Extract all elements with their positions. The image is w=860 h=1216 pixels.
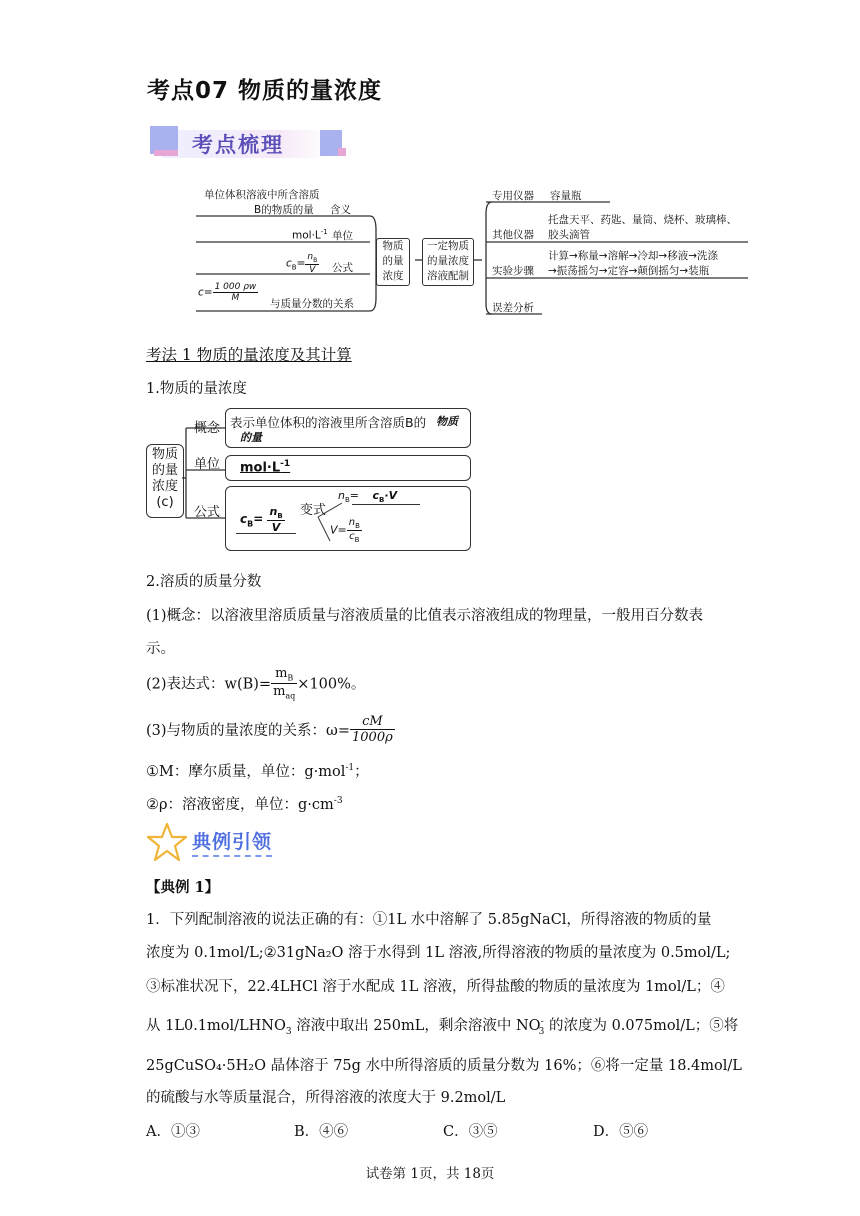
unit-text: $mol\cdot L^{-1}$ — [240, 459, 291, 476]
concept-text: 表示单位体积的溶液里所含溶质B的 — [230, 415, 427, 430]
mm-r2-tag: 其他仪器 — [492, 229, 534, 241]
mm-r3-tag: 实验步骤 — [492, 265, 534, 277]
page-title: 考点07 物质的量浓度 — [147, 78, 383, 104]
mm-r2-val1: 托盘天平、药匙、量筒、烧杯、玻璃棒、 — [548, 214, 737, 226]
s2-title: 2.溶质的质量分数 — [146, 574, 262, 590]
mm-def-line2: B的物质的量 — [254, 204, 314, 216]
question-line1: 1．下列配制溶液的说法正确的有：①1L 水中溶解了 5.85gNaCl，所得溶液的物质的量 — [146, 912, 712, 928]
concept-bold1: 物质 — [436, 415, 458, 428]
diagram2-formula-tag: 公式 — [194, 505, 221, 520]
unit-box — [225, 455, 471, 481]
transform1: $n_B= c_B\cdot V$ — [338, 489, 398, 505]
question-line3: ③标准状况下，22.4LHCl 溶于水配成 1L 溶液，所得盐酸的物质的量浓度为 1mol/L；④ — [146, 979, 725, 995]
option-b[interactable]: B．④⑥ — [294, 1124, 349, 1140]
mm-r4-tag: 误差分析 — [492, 302, 534, 314]
diagram2-unit-tag: 单位 — [194, 457, 221, 472]
mm-unit: $mol\cdot L^{-1}$ — [292, 228, 328, 242]
mm-formula-tag: 公式 — [332, 262, 353, 274]
transform2: V= $\frac{n_B}{c_B}$ — [330, 517, 360, 544]
option-a[interactable]: A．①③ — [146, 1124, 200, 1140]
s1-title: 1.物质的量浓度 — [146, 381, 247, 397]
s2-p5: ②ρ：溶液密度，单位：$g\cdot cm^{-3}$ — [146, 796, 343, 813]
section-banner — [150, 126, 345, 162]
mm-r1-val: 容量瓶 — [550, 190, 582, 202]
mm-center2-box: 一定物质 的量浓度 溶液配制 — [422, 238, 474, 286]
section-heading: 考法 1 物质的量浓度及其计算 — [146, 346, 352, 364]
diagram2-center: 物质 的量 浓度 (c) — [146, 444, 184, 518]
mm-r2-val2: 胶头滴管 — [548, 229, 590, 241]
diagram2-concept-tag: 概念 — [194, 421, 221, 436]
question-line2: 浓度为 0.1mol/L;②31gNa₂O 溶于水得到 1L 溶液,所得溶液的物质的量浓度为 0.5mol/L; — [146, 945, 731, 961]
example-banner — [146, 821, 281, 863]
mm-r1-tag: 专用仪器 — [492, 190, 534, 202]
banner-label: 考点梳理 — [192, 133, 284, 157]
formula-box — [225, 486, 471, 551]
concept-box — [225, 408, 471, 448]
mm-formula: $c_B=$ $\frac{n_B}{V}$ — [286, 252, 318, 275]
mm-center-box: 物质 的量 浓度 — [376, 238, 410, 286]
s2-p3: (3)与物质的量浓度的关系：ω= $\frac{cM}{1000\rho}$ — [146, 714, 393, 745]
formula-main: $c_B=$ $\frac{n_B}{V}$ — [240, 505, 283, 535]
question-line4: 从 $1L0.1mol/LHNO_3$ 溶液中取出 250mL，剩余溶液中 $NO^-_3$ 的浓度为 0.075mol/L；⑤将 — [146, 1017, 739, 1037]
mm-def-line1: 单位体积溶液中所含溶质 — [204, 189, 320, 201]
question-line6: 的硫酸与水等质量混合，所得溶液的浓度大于 9.2mol/L — [146, 1090, 506, 1106]
example-label: 【典例 1】 — [146, 879, 220, 896]
star-icon — [146, 821, 188, 863]
mm-r3-val1: 计算→称量→溶解→冷却→移液→洗涤 — [548, 250, 718, 262]
mm-relation: c= $\frac{1 000 \rho w}{M}$ — [198, 282, 257, 303]
concept-bold2: 的量 — [240, 431, 262, 444]
mm-unit-tag: 单位 — [332, 230, 353, 242]
s2-p2: (2)表达式：w(B)= $\frac{m_B}{m_{aq}}$ ×100%。 — [146, 666, 366, 701]
question-line5: 25gCuSO₄·5H₂O 晶体溶于 75g 水中所得溶质的质量分数为 16%；⑥将一定量 18.4mol/L — [146, 1058, 742, 1074]
mm-r3-val2: →振荡摇匀→定容→颠倒摇匀→装瓶 — [548, 265, 710, 277]
mm-def-tag: 含义 — [330, 204, 351, 216]
s2-p4: ①M：摩尔质量，单位：g·mol$^{-1}$； — [146, 763, 369, 780]
option-c[interactable]: C．③⑤ — [443, 1124, 498, 1140]
s2-p1-line2: 示。 — [146, 641, 175, 657]
s2-p1-line1: (1)概念：以溶液里溶质质量与溶液质量的比值表示溶液组成的物理量，一般用百分数表 — [146, 608, 704, 624]
mm-relation-tag: 与质量分数的关系 — [270, 298, 354, 310]
concept-mindmap — [190, 180, 750, 320]
example-banner-label: 典例引领 — [192, 831, 273, 853]
page-footer: 试卷第 1页，共 18页 — [365, 1166, 495, 1182]
transform-tag: 变式 — [300, 503, 327, 518]
concentration-diagram — [146, 408, 476, 553]
option-d[interactable]: D．⑤⑥ — [593, 1124, 649, 1140]
